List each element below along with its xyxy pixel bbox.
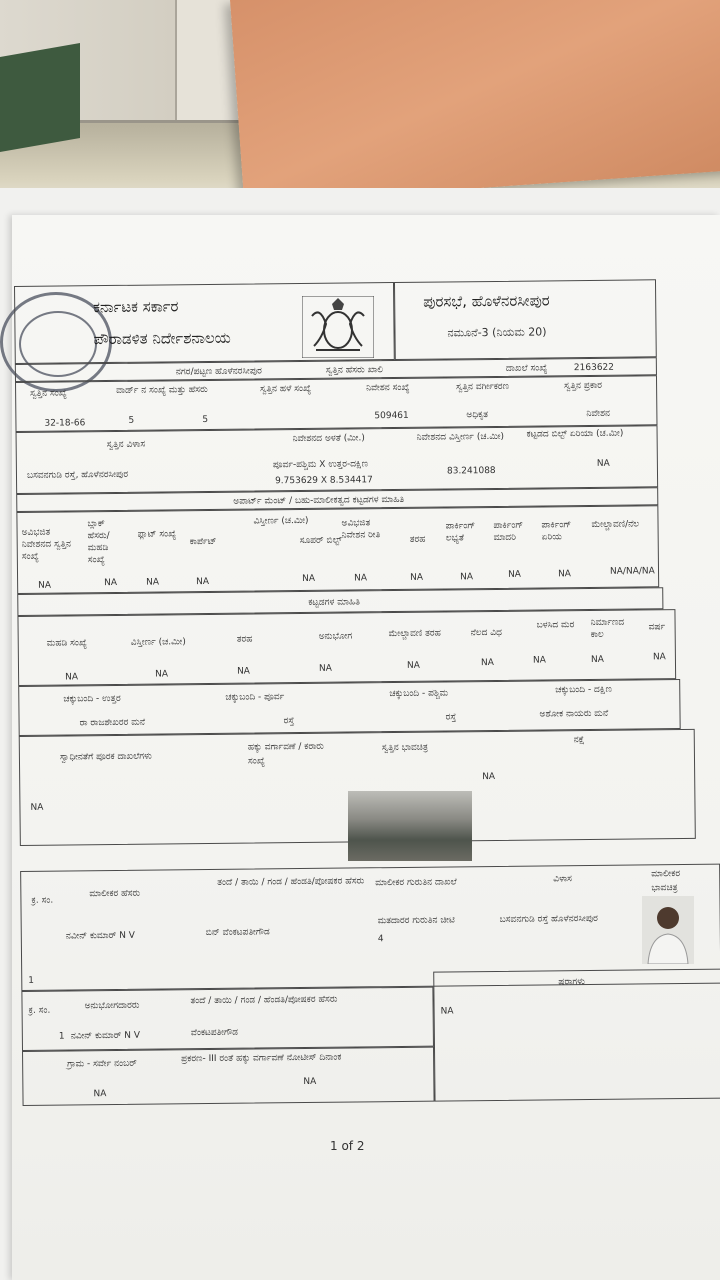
built-area: NA: [596, 458, 610, 469]
apt-value-4: NA: [196, 576, 210, 588]
apt-value-11: NA/NA/NA: [609, 566, 655, 577]
boundaries-row: [18, 679, 680, 736]
east-label: ಚಕ್ಕುಬಂದಿ - ಪೂರ್ವ: [225, 692, 285, 703]
bld-value-5: NA: [406, 660, 420, 671]
map-label: ನಕ್ಷೆ: [573, 735, 585, 746]
dimension-value: 9.753629 X 8.534417: [275, 475, 373, 487]
owner-father-label: ತಂದೆ / ತಾಯಿ / ಗಂಡ / ಹೆಂಡತಿ/ಪೋಷಕರ ಹೆಸರು: [217, 876, 365, 888]
old-no: 5: [202, 414, 209, 426]
property-kind-label: ಸ್ವತ್ತಿನ ಪ್ರಕಾರ: [564, 380, 603, 392]
owner-sl: 1: [28, 975, 35, 986]
dimension-axis: ಪೂರ್ವ-ಪಶ್ಚಿಮ X ಉತ್ತರ-ದಕ್ಷಿಣ: [272, 459, 369, 471]
floor-type-label: ತರಹ: [236, 634, 253, 645]
record-number: 2163622: [573, 362, 615, 374]
property-no-label: ಸ್ವತ್ತಿನ ಸಂಖ್ಯೆ: [30, 388, 67, 399]
classification: ಅಧಿಕೃತ: [466, 410, 489, 421]
deed-label: ಹಕ್ಕು ವರ್ಗಾವಣೆ / ಕರಾರು ಸಂಖ್ಯೆ: [247, 741, 324, 767]
year-label: ವರ್ಷ: [648, 622, 666, 633]
flat-label: ಫ್ಲಾಟ್ ಸಂಖ್ಯೆ: [137, 529, 177, 540]
south-label: ಚಕ್ಕುಬಂದಿ - ದಕ್ಷಿಣ: [555, 684, 612, 696]
bld-value-9: NA: [652, 652, 666, 663]
bld-value-7: NA: [532, 655, 546, 666]
roof-floor-label: ಮೇಲ್ಚಾವಣಿ/ನೆಲ: [591, 519, 640, 530]
apt-area-group: ವಿಸ್ತೀರ್ಣ (ಚ.ಮೀ): [253, 515, 309, 527]
owner-address: ಬಸವನಗುಡಿ ರಸ್ತೆ ಹೊಳೆನರಸೀಪುರ: [499, 913, 598, 925]
occupant-section: [21, 987, 434, 1051]
ward-no: 5: [128, 415, 135, 426]
address-label: ಸ್ವತ್ತಿನ ವಿಳಾಸ: [106, 439, 146, 451]
owner-id: ಮತದಾರರ ಗುರುತಿನ ಚೀಟಿ: [377, 915, 455, 927]
usage-label: ಅನುಭೋಗ: [318, 631, 353, 642]
roof-type-label: ಮೇಲ್ಚಾವಣಿ ತರಹ: [388, 628, 441, 640]
occupant-sl: 1: [58, 1031, 65, 1042]
apt-value-7: NA: [410, 572, 424, 583]
site-area-label: ನಿವೇಶನದ ವಿಸ್ತೀರ್ಣ (ಚ.ಮೀ): [416, 431, 505, 443]
owner-sl-label: ಕ್ರ. ಸಂ.: [31, 895, 54, 906]
apt-value-3: NA: [146, 577, 160, 588]
owner-id-no: 4: [377, 934, 384, 945]
owner-id-label: ಮಾಲೀಕರ ಗುರುತಿನ ದಾಖಲೆ: [375, 877, 457, 889]
north-value: ರಾ ರಾಜಶೇಖರರ ಮನೆ: [79, 717, 146, 729]
ward-label: ವಾರ್ಡ್ ನ ಸಂಖ್ಯೆ ಮತ್ತು ಹೆಸರು: [116, 384, 208, 396]
undivided-label: ಅವಿಭಜಿತ ನಿವೇಶನ ರೀತಿ: [341, 518, 381, 541]
survey-label: ಗ್ರಾಮ - ಸರ್ವೇ ನಂಬರ್: [67, 1058, 137, 1070]
owner-name-label: ಮಾಲೀಕರ ಹೆಸರು: [89, 888, 141, 900]
remarks: NA: [440, 1006, 454, 1017]
bld-value-2: NA: [155, 669, 169, 680]
bld-value-3: NA: [236, 666, 250, 677]
bld-value-4: NA: [318, 663, 332, 674]
city-label: ನಗರ/ಪಟ್ಟಣ ಹೊಳೆನರಸೀಪುರ: [175, 366, 262, 378]
floor-no-label: ಮಹಡಿ ಸಂಖ್ಯೆ: [46, 638, 88, 649]
apt-value-2: NA: [104, 577, 118, 589]
apt-site-label: ಅವಿಭಜಿತ ನಿವೇಶನದ ಸ್ವತ್ತಿನ ಸಂಖ್ಯೆ: [21, 527, 72, 562]
carpet-label: ಕಾರ್ಪೆಟ್: [189, 536, 217, 548]
header-left: [14, 282, 395, 364]
west-value: ರಸ್ತೆ: [445, 712, 457, 723]
dimension-label: ನಿವೇಶನದ ಅಳತೆ (ಮೀ.): [292, 433, 365, 445]
occupant-sl-label: ಕ್ರ. ಸಂ.: [28, 1005, 51, 1016]
header-right: [394, 279, 657, 360]
apt-value-9: NA: [507, 569, 521, 580]
occupant-father-label: ತಂದೆ / ತಾಯಿ / ಗಂಡ / ಹೆಂಡತಿ/ಪೋಷಕರ ಹೆಸರು: [190, 994, 338, 1007]
parking-area-label: ಪಾರ್ಕಿಂಗ್ ಏರಿಯ: [541, 520, 572, 543]
remarks-section: [433, 969, 720, 1102]
bld-value-1: NA: [65, 672, 79, 683]
apt-value-1: NA: [38, 580, 52, 591]
property-photo-label: ಸ್ವತ್ತಿನ ಭಾವಚಿತ್ರ: [381, 742, 429, 754]
wood-label: ಬಳಸಿದ ಮರ: [536, 620, 575, 631]
building-row: [17, 609, 676, 686]
east-value: ರಸ್ತೆ: [283, 716, 295, 727]
occupant-father: ವೆಂಕಟಪತೀಗೌಡ: [190, 1027, 239, 1039]
built-area-label: ಕಟ್ಟಡದ ಬಿಲ್ಟ್ ಏರಿಯಾ (ಚ.ಮೀ): [526, 428, 624, 440]
super-built-label: ಸೂಪರ್ ಬಿಲ್ಟ್: [299, 535, 343, 547]
occupant-name: ನವೀನ್ ಕುಮಾರ್ N V: [70, 1030, 141, 1042]
owner-father: ಬಿನ್ ವೆಂಕಟಪತೀಗೌಡ: [205, 927, 270, 939]
south-value: ಅಶೋಕ ನಾಯರು ಮನೆ: [539, 708, 609, 720]
old-no-label: ಸ್ವತ್ತಿನ ಹಳೆ ಸಂಖ್ಯೆ: [260, 383, 312, 395]
municipality-title: ಪುರಸಭೆ, ಹೊಳೆನರಸೀಪುರ: [423, 291, 550, 311]
directorate-title: ಪೌರಾಡಳಿತ ನಿರ್ದೇಶನಾಲಯ: [93, 328, 231, 349]
site-area: 83.241088: [446, 465, 496, 477]
orange-folder: [230, 0, 720, 205]
property-kind: ನಿವೇಶನ: [586, 408, 611, 420]
survey-row: [22, 1047, 435, 1106]
site-no: 509461: [374, 410, 409, 422]
parking-avail-label: ಪಾರ್ಕಿಂಗ್ ಲಭ್ಯತೆ: [445, 521, 476, 544]
apt-value-10: NA: [557, 569, 571, 580]
supporting-docs-label: ಸ್ವಾಧೀನತೆಗೆ ಪೂರಕ ದಾಖಲೆಗಳು: [59, 751, 152, 763]
apt-value-8: NA: [460, 572, 474, 583]
green-binder: [0, 43, 80, 152]
owner-name: ನವೀನ್ ಕುಮಾರ್ N V: [65, 930, 135, 942]
block-label: ಬ್ಲಾಕ್ ಹೆಸರು/ ಮಹಡಿ ಸಂಖ್ಯೆ: [87, 519, 110, 566]
apt-type-label: ತರಹ: [409, 534, 426, 545]
floor-kind-label: ನೆಲದ ವಿಧ: [470, 627, 502, 639]
owner-address-label: ವಿಳಾಸ: [553, 874, 572, 885]
owner-photo: [642, 896, 694, 964]
classification-label: ಸ್ವತ್ತಿನ ವರ್ಗೀಕರಣ: [456, 381, 510, 393]
apartment-title: ಅಪಾರ್ಟ್ ಮೆಂಟ್ / ಬಹು-ಮಾಲೀಕತ್ವದ ಕಟ್ಟಡಗಳ ಮಾಹಿತಿ: [233, 494, 405, 507]
floor-area-label: ವಿಸ್ತೀರ್ಣ (ಚ.ಮೀ): [130, 637, 186, 648]
building-title: ಕಟ್ಟಡಗಳ ಮಾಹಿತಿ: [308, 597, 361, 608]
survey-value: NA: [93, 1089, 107, 1100]
property-no: 32-18-66: [44, 418, 86, 429]
property-type-label: ಸ್ವತ್ತಿನ ಹೆಸರು ಖಾಲಿ: [325, 365, 384, 376]
bld-value-8: NA: [590, 654, 604, 665]
parking-type-label: ಪಾರ್ಕಿಂಗ್ ಮಾದರಿ: [493, 520, 524, 543]
remarks-label: ಷರಾಗಳು: [558, 977, 586, 988]
property-photo-na: NA: [482, 771, 496, 783]
notice-value: NA: [303, 1076, 317, 1088]
apartment-row: [16, 505, 659, 594]
govt-title: ಕರ್ನಾಟಕ ಸರ್ಕಾರ: [93, 297, 179, 317]
apt-value-5: NA: [302, 573, 316, 584]
property-photo: [348, 791, 472, 861]
supporting-docs: NA: [30, 802, 44, 813]
property-row: [15, 375, 657, 432]
north-label: ಚಕ್ಕುಬಂದಿ - ಉತ್ತರ: [63, 693, 121, 705]
address-row: [16, 425, 659, 494]
built-year-label: ನಿರ್ಮಾಣದ ಕಾಲ: [590, 617, 625, 640]
notice-label: ಪ್ರಕರಣ- III ರಂತೆ ಹಕ್ಕು ವರ್ಗಾವಣೆ ನೋಟೀಸ್ ದಿನಾಂಕ: [181, 1052, 342, 1065]
owner-photo-label: ಮಾಲೀಕರ ಭಾವಚಿತ್ರ: [651, 869, 681, 894]
property-form: [14, 279, 720, 1106]
form-number: ನಮೂನೆ-3 (ನಿಯಮ 20): [447, 325, 547, 340]
occupant-name-label: ಅನುಭೋಗದಾರರು: [84, 1000, 140, 1012]
west-label: ಚಕ್ಕುಬಂದಿ - ಪಶ್ಚಿಮ: [389, 688, 449, 700]
site-no-label: ನಿವೇಶನ ಸಂಖ್ಯೆ: [366, 382, 410, 394]
page-number: 1 of 2: [330, 1139, 365, 1153]
address: ಬಸವನಗುಡಿ ರಸ್ತೆ, ಹೊಳೆನರಸೀಪುರ: [26, 469, 129, 481]
apt-value-6: NA: [354, 573, 368, 584]
bld-value-6: NA: [480, 657, 494, 669]
record-label: ದಾಖಲೆ ಸಂಖ್ಯೆ: [505, 363, 548, 374]
